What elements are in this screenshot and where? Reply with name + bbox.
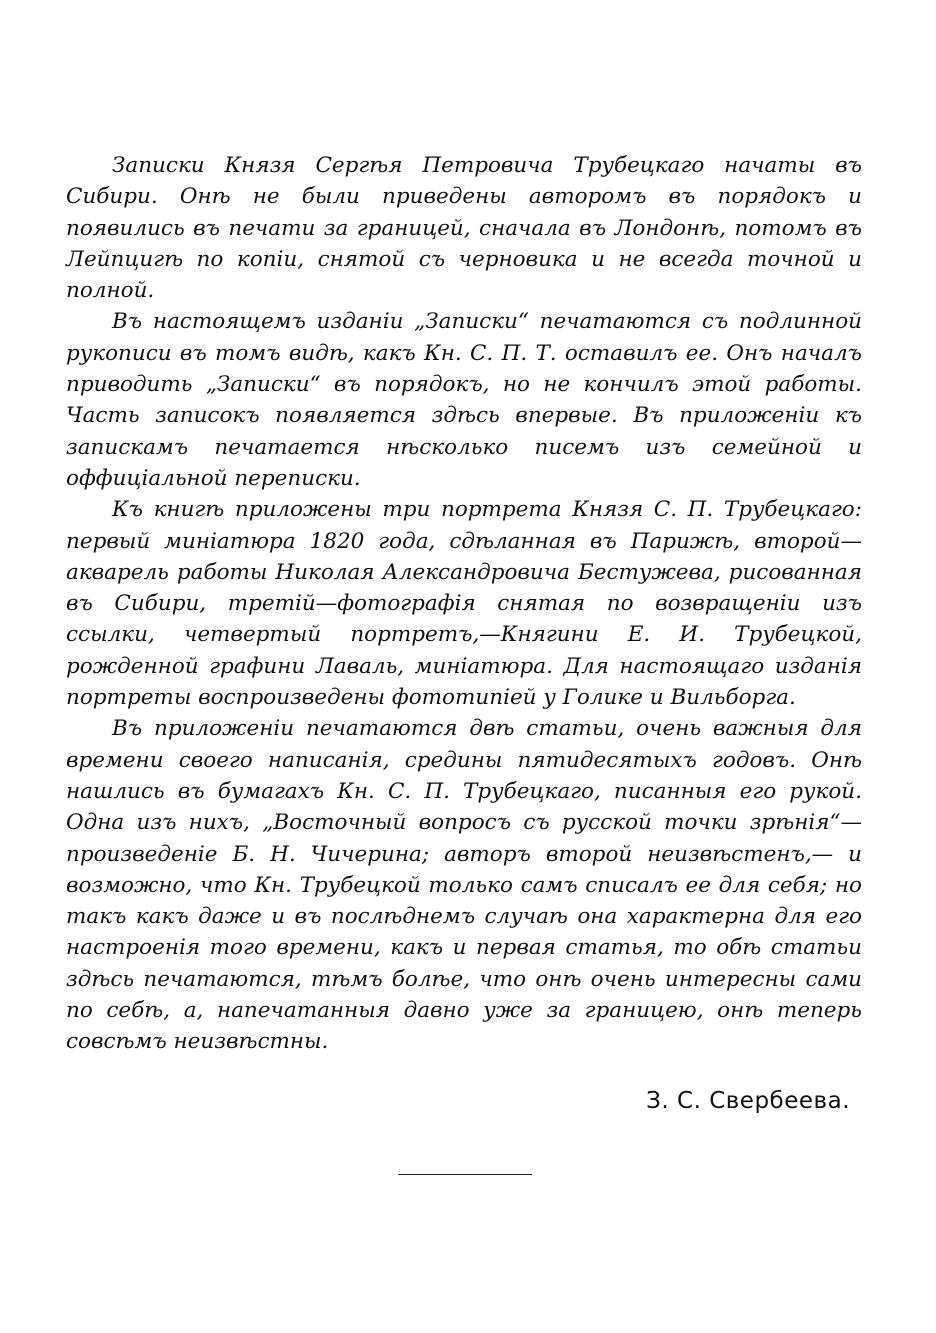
paragraph-3: Къ книгѣ приложены три портрета Князя С. П. Трубецкаго: первый миніатюра 1820 года, сдѣланная въ Парижѣ, второй—акварель работы Николая Александровича Бестужева, рисованная въ Сибири, третій—фотографія снятая по возвращеніи изъ ссылки, четвертый портретъ,—Княгини Е. И. Трубецкой, рожденной графини Лаваль, миніатюра. Для настоящаго изданія портреты воспроизведены фототипіей у Голике и Вильборга. <box>66 497 862 711</box>
preface-text <box>66 150 862 1058</box>
paragraph-4: Въ приложеніи печатаются двѣ статьи, очень важныя для времени своего написанія, средины пятидесятыхъ годовъ. Онѣ нашлись въ бумагахъ Кн. С. П. Трубецкаго, писанныя его рукой. Одна изъ нихъ, „Восточный вопросъ съ русской точки зрѣнія“—произведеніе Б. Н. Чичерина; авторъ второй неизвѣстенъ,— и возможно, что Кн. Трубецкой только самъ списалъ ее для себя; но такъ какъ даже и въ послѣднемъ случаѣ она характерна для его настроенія того времени, какъ и первая статья, то обѣ статьи здѣсь печатаются, тѣмъ болѣе, что онѣ очень интересны сами по себѣ, а, напечатанныя давно уже за границею, онѣ теперь совсѣмъ неизвѣстны. <box>66 716 862 1055</box>
end-rule-divider <box>398 1174 532 1175</box>
paragraph-2: Въ настоящемъ изданіи „Записки“ печатаются съ подлинной рукописи въ томъ видѣ, какъ Кн. С. П. Т. оставилъ ее. Онъ началъ приводить „Записки“ въ порядокъ, но не кончилъ этой работы. Часть записокъ появляется здѣсь впервые. Въ приложеніи къ запискамъ печатается нѣсколько писемъ изъ семейной и оффиціальной переписки. <box>66 309 862 491</box>
signature: З. С. Свербеева. <box>646 1088 850 1114</box>
paragraph-1: Записки Князя Сергѣя Петровича Трубецкаго начаты въ Сибири. Онѣ не были приведены авторомъ въ порядокъ и появились въ печати за границей, сначала въ Лондонѣ, потомъ въ Лейпцигѣ по копіи, снятой съ черновика и не всегда точной и полной. <box>66 153 862 304</box>
